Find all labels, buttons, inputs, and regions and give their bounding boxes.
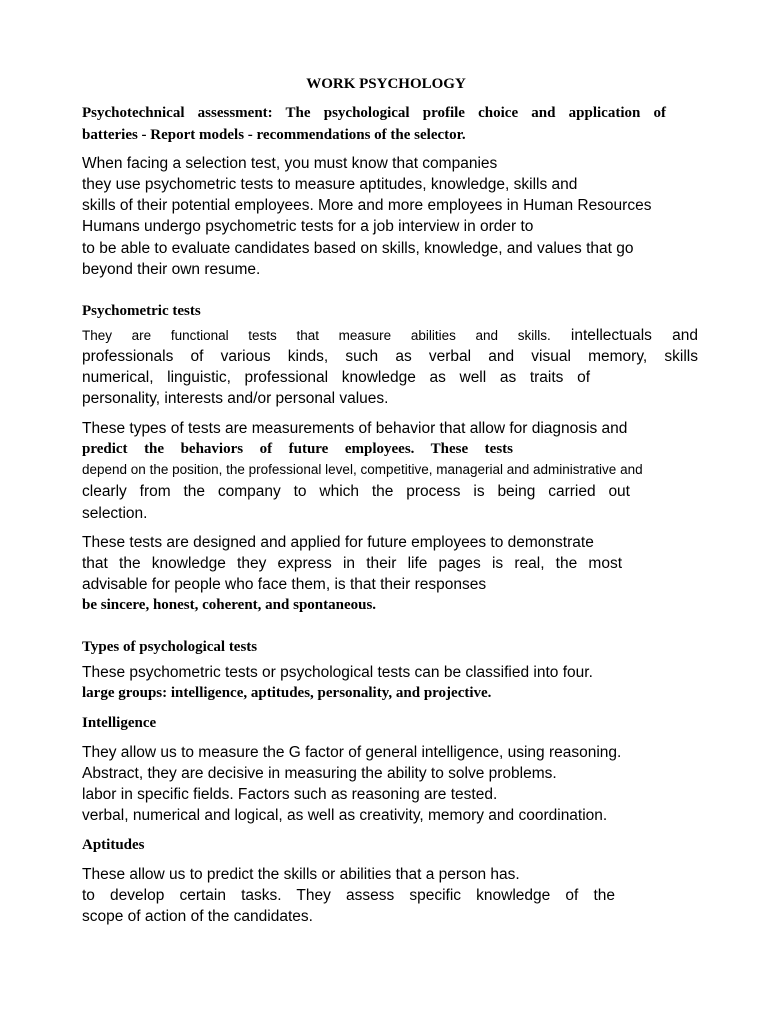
paragraph-line: selection.	[82, 505, 148, 522]
intro-line: When facing a selection test, you must know that companies	[82, 155, 498, 172]
paragraph-line	[82, 327, 698, 345]
page-title: WORK PSYCHOLOGY	[306, 76, 466, 92]
paragraph-line: These allow us to predict the skills or abilities that a person has.	[82, 866, 520, 883]
paragraph-line-bold: be sincere, honest, coherent, and spontaneous.	[82, 597, 377, 613]
intro-line: skills of their potential employees. More and more employees in Human Resources	[82, 197, 652, 214]
paragraph-line: scope of action of the candidates.	[82, 908, 313, 925]
paragraph-line-bold: large groups: intelligence, aptitudes, personality, and projective.	[82, 685, 492, 701]
section-heading-types: Types of psychological tests	[82, 639, 258, 655]
section-heading-aptitudes: Aptitudes	[82, 837, 145, 853]
paragraph-line: These tests are designed and applied for future employees to demonstrate	[82, 534, 594, 551]
paragraph-line: professionals of various kinds, such as verbal and visual memory, skills	[82, 348, 698, 365]
paragraph-line: verbal, numerical and logical, as well as creativity, memory and coordination.	[82, 807, 608, 824]
paragraph-line: to develop certain tasks. They assess specific knowledge of the	[82, 887, 615, 904]
paragraph-line: Abstract, they are decisive in measuring the ability to solve problems.	[82, 765, 557, 782]
section-heading-intelligence: Intelligence	[82, 715, 157, 731]
paragraph-line-bold: predict the behaviors of future employees. These tests	[82, 441, 513, 457]
paragraph-line: These types of tests are measurements of behavior that allow for diagnosis and	[82, 420, 628, 437]
intro-line: beyond their own resume.	[82, 261, 261, 278]
paragraph-line: depend on the position, the professional level, competitive, managerial and administrative and	[82, 462, 643, 477]
paragraph-line: They allow us to measure the G factor of general intelligence, using reasoning.	[82, 744, 622, 761]
paragraph-line: advisable for people who face them, is that their responses	[82, 576, 487, 593]
paragraph-line: labor in specific fields. Factors such as reasoning are tested.	[82, 786, 498, 803]
paragraph-line: personality, interests and/or personal values.	[82, 390, 389, 407]
paragraph-line: These psychometric tests or psychological tests can be classified into four.	[82, 664, 593, 681]
paragraph-line: that the knowledge they express in their life pages is real, the most	[82, 555, 622, 572]
intro-line: they use psychometric tests to measure aptitudes, knowledge, skills and	[82, 176, 578, 193]
paragraph-line-large: intellectuals and	[550, 327, 698, 344]
intro-line: Humans undergo psychometric tests for a job interview in order to	[82, 218, 534, 235]
paragraph-line-small: They are functional tests that measure abilities and skills.	[82, 328, 551, 343]
subtitle-line-2: batteries - Report models - recommendations of the selector.	[82, 127, 466, 143]
paragraph-line: numerical, linguistic, professional knowledge as well as traits of	[82, 369, 590, 386]
subtitle-line-1: Psychotechnical assessment: The psychological profile choice and application of	[82, 105, 666, 121]
paragraph-line: clearly from the company to which the process is being carried out	[82, 483, 630, 500]
intro-line: to be able to evaluate candidates based on skills, knowledge, and values that go	[82, 240, 634, 257]
section-heading-psychometric: Psychometric tests	[82, 303, 201, 319]
